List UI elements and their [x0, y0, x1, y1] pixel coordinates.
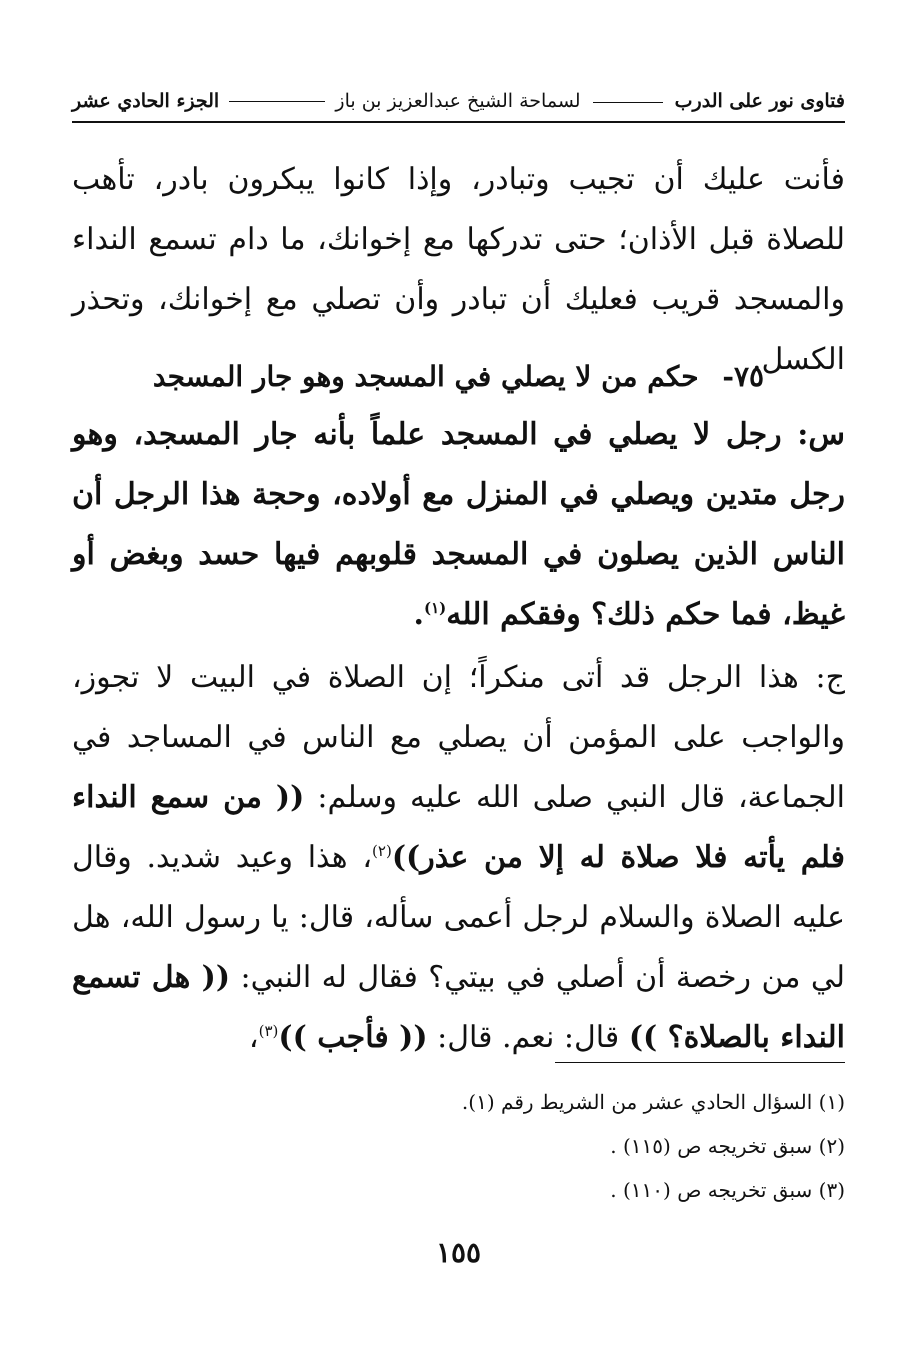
- header-separator: [229, 101, 325, 102]
- footnotes: [72, 1080, 845, 1212]
- section-heading: [72, 355, 845, 399]
- answer-part-2: ، هذا وعيد شديد. وقال عليه الصلاة والسلام لرجل أعمى سأله، قال: يا رسول الله، هل لي من رخصة أن أصلي في بيتي؟ فقال له النبي:: [72, 840, 845, 995]
- book-title: فتاوى نور على الدرب: [674, 90, 845, 112]
- question-text: رجل لا يصلي في المسجد علماً بأنه جار المسجد، وهو رجل متدين ويصلي في المنزل مع أولاده، وحجة هذا الرجل أن الناس الذين يصلون في المسجد قلوبهم فيها حسد وبغض أو غيظ، فما حكم ذلك؟ وفقكم الله: [72, 417, 845, 632]
- author-name: لسماحة الشيخ عبدالعزيز بن باز: [335, 90, 581, 112]
- header-dash: [593, 102, 663, 103]
- footnote-ref-3: (٣): [258, 1022, 279, 1040]
- answer-part-3: قال: نعم. قال:: [437, 1020, 620, 1055]
- answer-paragraph: [72, 648, 845, 1068]
- answer-end: ،: [248, 1020, 259, 1055]
- footnote-rule: [555, 1062, 845, 1063]
- header-left-group: [335, 84, 845, 118]
- question-end: .: [413, 597, 424, 632]
- hadith-quote-1: (( من سمع النداء فلم يأته فلا صلاة له إلا من عذر)): [72, 780, 845, 875]
- footnote-3: (٣) سبق تخريجه ص (١١٠) .: [610, 1178, 845, 1202]
- hadith-quote-2: (( هل تسمع النداء بالصلاة؟ )): [72, 960, 845, 1055]
- footnote-2: (٢) سبق تخريجه ص (١١٥) .: [610, 1134, 845, 1158]
- answer-part-1: هذا الرجل قد أتى منكراً؛ إن الصلاة في البيت لا تجوز، والواجب على المؤمن أن يصلي مع الناس في المساجد في الجماعة، قال النبي صلى الله عليه وسلم:: [72, 660, 845, 815]
- footnote-ref-2: (٢): [372, 842, 392, 860]
- volume-label: الجزء الحادي عشر: [72, 90, 220, 112]
- intro-paragraph: فأنت عليك أن تجيب وتبادر، وإذا كانوا يبكرون بادر، تأهب للصلاة قبل الأذان؛ حتى تدركها مع إخوانك، ما دام تسمع النداء والمسجد قريب فعليك أن تبادر وأن تصلي مع إخوانك، وتحذر الكسل.: [72, 162, 845, 377]
- footnote-1: (١) السؤال الحادي عشر من الشريط رقم (١).: [461, 1090, 845, 1114]
- header-rule: [72, 121, 845, 123]
- answer-label: ج:: [815, 660, 845, 695]
- section-number: ٧٥-: [722, 360, 765, 393]
- page-number: ١٥٥: [435, 1236, 482, 1269]
- footnote-ref-1: (١): [423, 599, 447, 617]
- hadith-quote-3: (( فأجب )): [278, 1020, 428, 1055]
- running-header: [72, 84, 845, 118]
- question-label: س:: [797, 417, 845, 452]
- question-paragraph: [72, 405, 845, 645]
- section-title: حكم من لا يصلي في المسجد وهو جار المسجد: [152, 360, 699, 393]
